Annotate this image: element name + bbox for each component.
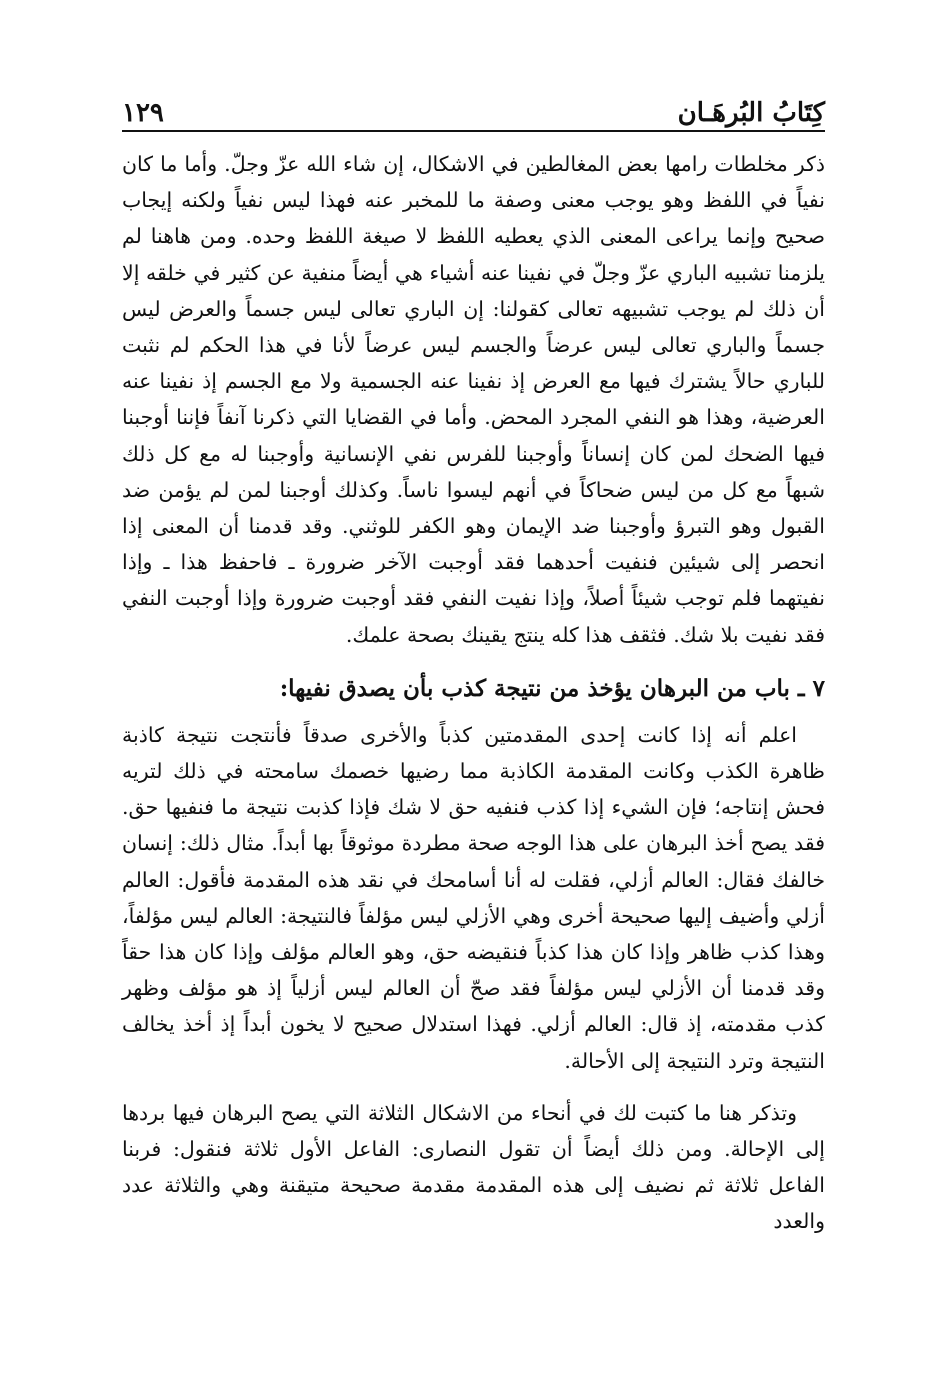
paragraph-intro: ذكر مخلطات رامها بعض المغالطين في الاشكال، إن شاء الله عزّ وجلّ. وأما ما كان نفياً في اللفظ وهو يوجب معنى وصفة ما للمخبر عنه فهذا ليس نفياً ولكنه إيجاب صحيح وإنما يراعى المعنى الذي يعطيه اللفظ لا صيغة اللفظ وحده. ومن هاهنا لم يلزمنا تشبيه الباري عزّ وجلّ في نفينا عنه أشياء هي أيضاً منفية عن كثير في خلقه إلا أن ذلك لم يوجب تشبيهه تعالى كقولنا: إن الباري تعالى ليس جسماً والعرض ليس جسماً والباري تعالى ليس عرضاً والجسم ليس عرضاً لأنا في هذا الحكم لم نثبت للباري حالاً يشترك فيها مع العرض إذ نفينا عنه الجسمية ولا مع الجسم إذ نفينا عنه العرضية، وهذا هو النفي المجرد المحض. وأما في القضايا التي ذكرنا آنفاً فإننا أوجبنا فيها الضحك لمن كان إنساناً وأوجبنا للفرس نفي الإنسانية وأوجبنا له مع كل ذلك شبهاً مع كل من ليس ضحاكاً في أنهم ليسوا ناساً. وكذلك أوجبنا لمن لم يؤمن ضد القبول وهو التبرؤ وأوجبنا ضد الإيمان وهو الكفر للوثني. وقد قدمنا أن المعنى إذا انحصر إلى شيئين فنفيت أحدهما فقد أوجبت الآخر ضرورة ـ فاحفظ هذا ـ وإذا نفيتهما فلم توجب شيئاً أصلاً، وإذا نفيت النفي فقد أوجبت ضرورة وإذا أوجبت النفي فقد نفيت بلا شك. فثقف هذا كله ينتج يقينك بصحة علمك.: [122, 152, 825, 647]
page-number: ١٢٩: [122, 98, 164, 128]
paragraph-continuation: وتذكر هنا ما كتبت لك في أنحاء من الاشكال الثلاثة التي يصح البرهان فيها بردها إلى الإحالة. ومن ذلك أيضاً أن تقول النصارى: الفاعل الأول ثلاثة فنقول: فربنا الفاعل ثلاثة ثم نضيف إلى هذه المقدمة مقدمة صحيحة متيقنة وهي والثلاثة عدد والعدد: [122, 1100, 825, 1234]
running-head: [122, 82, 825, 132]
paragraph-section-body: اعلم أنه إذا كانت إحدى المقدمتين كذباً والأخرى صدقاً فأنتجت نتيجة كاذبة ظاهرة الكذب وكانت المقدمة الكاذبة مما رضيها خصمك سامحته في ذلك لتريه فحش إنتاجه؛ فإن الشيء إذا كذب فنفيه حق لا شك فإذا كذبت نتيجة ما فنفيها حق. فقد يصح أخذ البرهان على هذا الوجه صحة مطردة موثوقاً بها أبداً. مثال ذلك: إنسان خالفك فقال: العالم أزلي، فقلت له أنا أسامحك في نقد هذه المقدمة فأقول: العالم أزلي وأضيف إليها صحيحة أخرى وهي الأزلي ليس مؤلفاً فالنتيجة: العالم ليس مؤلفاً، وهذا كذب ظاهر وإذا كان هذا كذباً فنقيضه حق، وهو العالم مؤلف وإذا كان هذا حقاً وقد قدمنا أن الأزلي ليس مؤلفاً فقد صحّ أن العالم ليس أزلياً إذ هو مؤلف وظهر كذب مقدمته، إذ قال: العالم أزلي. فهذا استدلال صحيح لا يخون أبداً إذ أخذ يخالف النتيجة وترد النتيجة إلى الأحالة.: [122, 722, 825, 1073]
body-text: [122, 146, 825, 1240]
book-title: كِتَابُ البُرهَـان: [677, 98, 825, 128]
section-heading: ٧ ـ باب من البرهان يؤخذ من نتيجة كذب بأن يصدق نفيها:: [279, 674, 825, 702]
